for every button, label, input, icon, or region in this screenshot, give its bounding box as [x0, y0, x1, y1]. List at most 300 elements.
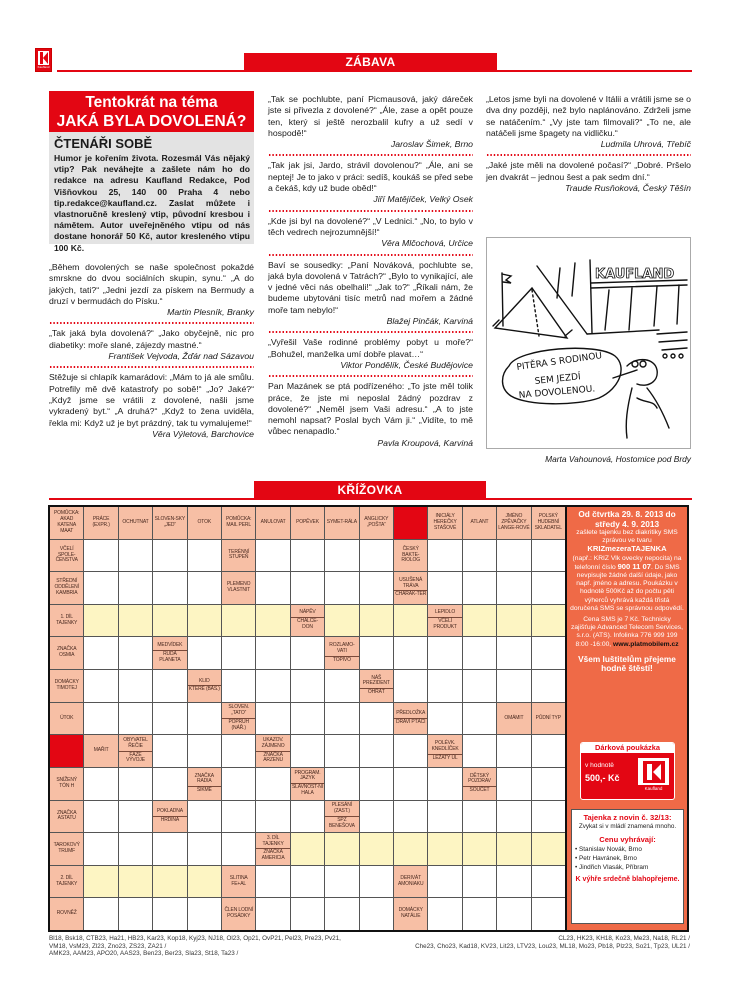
crossword-answer-cell[interactable] [256, 703, 289, 735]
voucher-title: Dárková poukázka [581, 743, 674, 753]
crossword-answer-cell[interactable] [360, 768, 393, 800]
crossword-answer-cell[interactable] [360, 540, 393, 572]
crossword-answer-cell[interactable] [497, 801, 530, 833]
crossword-answer-cell[interactable] [291, 637, 324, 669]
crossword-clue-text: SLOVEN-SKY „JED“ [154, 516, 186, 528]
crossword-answer-cell[interactable] [325, 898, 358, 930]
cartoon-speech-line1: PITĚRA S RODINOU [516, 351, 603, 373]
crossword-answer-cell[interactable] [325, 540, 358, 572]
crossword-answer-cell[interactable] [532, 670, 565, 702]
crossword-answer-cell[interactable] [394, 605, 427, 637]
crossword-clue-text: DERIVÁT AMONIAKU [397, 874, 424, 887]
sms-text-a: zašlete tajenku bez diakritiky SMS zprávou ve tvaru [576, 529, 678, 545]
crossword-answer-cell[interactable] [497, 735, 530, 767]
crossword-answer-cell[interactable] [463, 670, 496, 702]
dotted-divider [268, 154, 473, 156]
crossword-clue-cell [50, 670, 83, 702]
crossword-clue-cell [188, 507, 221, 539]
footer-left-line2: AMK23, AAM23, APO20, AAS23, Ben23, Ber23, Sla23, St18, Ta23 / [49, 950, 239, 957]
crossword-answer-cell[interactable] [188, 801, 221, 833]
crossword-clue-cell [256, 735, 289, 767]
crossword-answer-cell[interactable] [188, 735, 221, 767]
crossword-clue-cell [497, 507, 530, 539]
voucher-value: 500,- Kč [585, 773, 620, 783]
section-title-zabava: ZÁBAVA [244, 53, 497, 71]
crossword-answer-cell[interactable] [428, 866, 461, 898]
crossword-clue-text: DRAVÍ PTÁCI [394, 718, 427, 726]
crossword-answer-cell[interactable] [532, 833, 565, 865]
crossword-answer-cell[interactable] [394, 801, 427, 833]
crossword-answer-cell[interactable] [84, 866, 117, 898]
crossword-clue-text: NÁŠ PREZIDENT [362, 674, 390, 687]
crossword-clue-text: ZNAČKA ASTATU [57, 809, 77, 822]
winners-heading: Cenu vyhrávají: [599, 835, 656, 844]
crossword-clue-text: PLEMENO VLASTNIT [226, 581, 251, 594]
crossword-answer-cell[interactable] [497, 866, 530, 898]
joke-author: Věra Výletová, Barchovice [152, 428, 254, 439]
sms-price-text: Cena SMS je 7 Kč. Technicky zajišťuje Advanced Telecom Services, s.r.o. (ATS). Infolinka 776 999 199 8:00 -16:00, [570, 616, 684, 648]
crossword-clue-text: POPĚVEK [296, 518, 319, 525]
crossword-answer-cell[interactable] [119, 801, 152, 833]
joke-text: „Kde jsi byl na dovolené?“ „V Lednici.“ „No, to bylo v těch vedrech nejrozumnější!“ [268, 215, 473, 237]
crossword-clue-text: ATLANT [470, 518, 489, 525]
crossword-answer-cell[interactable] [84, 605, 117, 637]
crossword-answer-cell[interactable] [119, 898, 152, 930]
crossword-answer-cell[interactable] [291, 735, 324, 767]
crossword-answer-cell[interactable] [463, 735, 496, 767]
crossword-clue-text: MEDVÍDEK [157, 642, 183, 649]
crossword-clue-cell [360, 507, 393, 539]
crossword-answer-cell[interactable] [360, 637, 393, 669]
crossword-clue-text: SOUČET [463, 786, 496, 794]
crossword-answer-cell[interactable] [325, 735, 358, 767]
crossword-clue-text: VČELÍ PRODUKT [428, 617, 461, 631]
crossword-clue-text: ZNAČKA AMERICIA [256, 848, 289, 862]
crossword-clue-text: SLOVEN. „TATO“ [228, 704, 249, 717]
crossword-answer-cell[interactable] [497, 898, 530, 930]
joke [486, 94, 691, 150]
voucher-label: v hodnotě [585, 762, 614, 769]
crossword-clue-text: KLID [199, 677, 210, 684]
crossword-answer-cell[interactable] [428, 833, 461, 865]
crossword-answer-cell[interactable] [291, 540, 324, 572]
crossword-answer-cell[interactable] [394, 670, 427, 702]
crossword-answer-cell[interactable] [291, 866, 324, 898]
joke [268, 160, 473, 205]
crossword-answer-cell[interactable] [325, 703, 358, 735]
crossword-answer-cell[interactable] [119, 572, 152, 604]
crossword-clue-cell [50, 637, 83, 669]
crossword-answer-cell[interactable] [84, 670, 117, 702]
crossword-clue-text: OCHUTNAT [122, 518, 149, 525]
cartoon-drawing [487, 238, 689, 447]
crossword-clue-text: UKAZOV. ZÁJMENO [261, 737, 285, 749]
crossword-clue-cell [50, 572, 83, 604]
crossword-clue-text: 3. DÍL TAJENKY [262, 834, 284, 847]
crossword-answer-cell[interactable] [428, 572, 461, 604]
sms-instructions: zašlete tajenku bez diakritiky SMS zprávou ve tvaru KRIZmezeraTAJENKA (např.: KRIZ Vlk ovecky nepocita) na telefonní číslo 900 11 07. Do SMS nevpisujte žádné další údaje, jako např. jméno a adresu. Poukázku v hodnotě 500Kč až do počtu pěti výherců vyhrává každá třistá doručená SMS se správnou odpovědí. [570, 529, 684, 612]
joke-author: Martin Plesník, Branky [167, 307, 254, 318]
crossword-answer-cell[interactable] [84, 833, 117, 865]
crossword-blocked-cell [50, 735, 83, 767]
crossword-clue-cell [153, 637, 186, 669]
crossword-answer-cell[interactable] [153, 670, 186, 702]
dotted-divider [49, 322, 254, 324]
crossword-blocked-cell [394, 507, 427, 539]
crossword-clue-text: CHALCE-DON [291, 617, 324, 631]
crossword-clue-cell [394, 540, 427, 572]
kaufland-k-icon [38, 51, 49, 65]
joke-author: Ludmila Uhrová, Třebíč [600, 139, 691, 150]
crossword-clue-text: ROZLAMO-VATI [329, 642, 355, 654]
crossword-answer-cell[interactable] [291, 703, 324, 735]
crossword-answer-cell[interactable] [188, 703, 221, 735]
crossword-answer-cell[interactable] [153, 605, 186, 637]
crossword-answer-cell[interactable] [153, 768, 186, 800]
crossword-clue-text: POLSKÝ HUDEBNÍ SKLADATEL [534, 513, 562, 531]
crossword-answer-cell[interactable] [428, 898, 461, 930]
crossword-clue-text: SYMET-RÁLA [326, 518, 357, 525]
crossword-answer-cell[interactable] [119, 703, 152, 735]
joke-text: „Letos jsme byli na dovolené v Itálii a vrátili jsme se o dva dny později, než bylo naplánováno. Zdrželi jsme se natáčením.“ „Vy jste tam filmovali?“ „To ne, ale natáčeli jsme špagety na vidličku.“ [486, 94, 691, 138]
crossword-answer-cell[interactable] [256, 540, 289, 572]
crossword-answer-cell[interactable] [222, 735, 255, 767]
crossword-answer-cell[interactable] [153, 866, 186, 898]
crossword-clue-cell [256, 507, 289, 539]
crossword-answer-cell[interactable] [119, 866, 152, 898]
crossword-answer-cell[interactable] [153, 898, 186, 930]
crossword-clue-cell [188, 768, 221, 800]
crossword-answer-cell[interactable] [256, 572, 289, 604]
crossword-answer-cell[interactable] [256, 670, 289, 702]
joke [268, 381, 473, 449]
crossword-answer-cell[interactable] [188, 898, 221, 930]
crossword-clue-text: OHŘÁT [360, 688, 393, 696]
crossword-answer-cell[interactable] [360, 735, 393, 767]
joke-text: Stěžuje si chlapík kamarádovi: „Mám to já ale smůlu. Potrefily mě dvě katastrofy po sobě!“ „Jo? Jaké?“ „Když jsme se vrátili z dovolené, našli jsme vykradený byt.“ „A druhá?“ „Když to žena uviděla, řekla mi: Když už je byt prázdný, tak tu vymalujeme!“ [49, 372, 254, 428]
crossword-answer-cell[interactable] [325, 572, 358, 604]
website-link[interactable]: www.platmobilem.cz [613, 640, 679, 648]
crossword-answer-cell[interactable] [463, 833, 496, 865]
dotted-divider [49, 366, 254, 368]
crossword-answer-cell[interactable] [291, 670, 324, 702]
crossword-answer-cell[interactable] [428, 801, 461, 833]
jokes-column-2 [268, 94, 473, 449]
crossword-answer-cell[interactable] [84, 703, 117, 735]
crossword-clue-text: POLÉVK. KNEDLÍČEK [431, 739, 459, 752]
crossword-answer-cell[interactable] [497, 670, 530, 702]
joke-text: „Vyřešil Vaše rodinné problémy pobyt u moře?“ „Bohužel, manželka umí dobře plavat…“ [268, 337, 473, 359]
crossword-answer-cell[interactable] [463, 703, 496, 735]
crossword-clue-text: RUDÁ PLANETA [153, 650, 186, 664]
crossword-clue-text: SLAVNOST-NÍ HALA [291, 784, 324, 797]
crossword-clue-cell [222, 866, 255, 898]
crossword-answer-cell[interactable] [291, 898, 324, 930]
crossword-answer-cell[interactable] [497, 605, 530, 637]
crossword-answer-cell[interactable] [360, 898, 393, 930]
crossword-clue-text: ZNAČKA OSMIA [57, 646, 77, 659]
congrats-text: K výhře srdečně blahopřejeme. [575, 876, 680, 883]
crossword-answer-cell[interactable] [532, 735, 565, 767]
crossword-answer-cell[interactable] [222, 605, 255, 637]
crossword-answer-cell[interactable] [394, 637, 427, 669]
joke-text: „Během dovolených se naše společnost pokaždé smrskne do dvou sociálních skupin, synu.“ „A do jakých, tati?“ „Jedni jezdí za pískem na Bermudy a druzí v bermudách do Písku.“ [49, 262, 254, 306]
footer-codes-left [49, 935, 349, 958]
crossword-clue-cell [497, 703, 530, 735]
section-title-krizovka: KŘÍŽOVKA [254, 481, 486, 499]
crossword-answer-cell[interactable] [222, 833, 255, 865]
crossword-clue-text: PROGRAM. JAZYK [294, 769, 321, 782]
crossword-clue-text: TAROKOVÝ TRUMF [53, 842, 80, 854]
crossword-clue-text: POPRUH (NÁŘ.) [222, 718, 255, 732]
crossword-clue-text: SLITINA FE+AL [229, 874, 248, 887]
info-text: Humor je kořením života. Rozesmál Vás nějaký vtip? Pak neváhejte a zašlete nám ho do redakce na adresu Kaufland Redakce, Pod Višňovkou 25, 140 00 Praha 4 nebo tip.redakce@kaufland.cz. Zaslat můžete i vlastnoručně kreslený vtip, původní kresbou i námětem. Autor uveřejněného vtipu od nás dostane honorář 50 Kč, autor kresleného vtipu 100 Kč. [54, 153, 250, 253]
crossword-clue-cell [532, 507, 565, 539]
crossword-clue-text: 2. DÍL TAJENKY [56, 874, 78, 887]
crossword-clue-cell [50, 703, 83, 735]
crossword-clue-cell [394, 572, 427, 604]
crossword-answer-cell[interactable] [119, 540, 152, 572]
crossword-clue-text: DOMÁCKY NATÁLIE [398, 907, 423, 920]
footer-codes-right [370, 935, 690, 950]
crossword-answer-cell[interactable] [222, 670, 255, 702]
crossword-answer-cell[interactable] [428, 703, 461, 735]
crossword-answer-cell[interactable] [360, 866, 393, 898]
crossword-answer-cell[interactable] [256, 605, 289, 637]
crossword-clue-text: VČELÍ SPOLE-ČENSTVA [55, 545, 78, 564]
crossword-clue-cell [360, 670, 393, 702]
previous-solution: Zvykat si v mládí znamená mnoho. [578, 823, 677, 830]
gift-voucher [580, 742, 675, 800]
crossword-answer-cell[interactable] [84, 572, 117, 604]
crossword-answer-cell[interactable] [463, 540, 496, 572]
crossword-clue-cell [119, 507, 152, 539]
crossword-answer-cell[interactable] [84, 540, 117, 572]
crossword-clue-cell [325, 507, 358, 539]
crossword-answer-cell[interactable] [463, 572, 496, 604]
crossword-answer-cell[interactable] [188, 866, 221, 898]
crossword-clue-text: LEPIDLO [435, 609, 456, 616]
winner-item: • Jindřich Vlasák, Příbram [575, 863, 680, 872]
crossword-answer-cell[interactable] [291, 801, 324, 833]
crossword-clue-cell [463, 507, 496, 539]
crossword-answer-cell[interactable] [428, 637, 461, 669]
crossword-answer-cell[interactable] [188, 605, 221, 637]
crossword-answer-cell[interactable] [325, 605, 358, 637]
crossword-answer-cell[interactable] [188, 572, 221, 604]
crossword-answer-cell[interactable] [84, 768, 117, 800]
crossword-answer-cell[interactable] [497, 572, 530, 604]
crossword-clue-cell [256, 833, 289, 865]
crossword-answer-cell[interactable] [291, 572, 324, 604]
crossword-clue-text: ČLEN LODNÍ POSÁDKY [224, 907, 253, 920]
crossword-clue-cell [291, 605, 324, 637]
crossword-clue-text: TERÉNNÍ STUPEŇ [228, 548, 250, 561]
crossword-clue-text: ROVNĚŽ [56, 910, 77, 917]
theme-box [49, 91, 254, 132]
winners-title: Tajenka z novin č. 32/13: [583, 813, 672, 822]
crossword-answer-cell[interactable] [256, 801, 289, 833]
winner-item: • Petr Havránek, Brno [575, 854, 680, 863]
crossword-clue-text: DĚTSKÝ POZDRAV [468, 772, 491, 785]
crossword-answer-cell[interactable] [119, 833, 152, 865]
crossword-answer-cell[interactable] [84, 637, 117, 669]
crossword-answer-cell[interactable] [360, 833, 393, 865]
crossword-clue-text: POMŮCKA: AKAD KATENA MAAT [53, 510, 80, 534]
crossword-clue-cell [222, 703, 255, 735]
crossword-clue-cell [50, 507, 83, 539]
crossword-answer-cell[interactable] [119, 637, 152, 669]
crossword-answer-cell[interactable] [256, 637, 289, 669]
crossword-answer-cell[interactable] [497, 540, 530, 572]
crossword-answer-cell[interactable] [222, 801, 255, 833]
joke-author: Jaroslav Šimek, Brno [390, 139, 473, 150]
crossword-answer-cell[interactable] [325, 866, 358, 898]
crossword-answer-cell[interactable] [394, 768, 427, 800]
crossword-clue-cell [532, 703, 565, 735]
crossword-clue-cell [325, 801, 358, 833]
crossword-clue-text: PRÁCE (EXPR.) [92, 516, 110, 528]
joke [49, 372, 254, 440]
cartoon-speech-line3: NA DOVOLENOU. [518, 384, 596, 401]
crossword-clue-text: MAŘIT [93, 747, 109, 754]
crossword-clue-text: USUŠENÁ TRÁVA [399, 576, 423, 589]
crossword-answer-cell[interactable] [497, 768, 530, 800]
crossword-clue-cell [84, 735, 117, 767]
crossword-clue-text: OBYVATEL ŘEČIE [123, 737, 148, 749]
crossword-clue-text: PLESÁNÍ (ZAST.) [331, 802, 352, 815]
crossword-clue-text: ÚTOK [60, 714, 74, 721]
crossword-answer-cell[interactable] [119, 768, 152, 800]
crossword-clue-text: DOMÁCKY TIMOTEJ [54, 679, 79, 691]
crossword-answer-cell[interactable] [463, 898, 496, 930]
dotted-divider [268, 331, 473, 333]
joke-author: Pavla Kroupová, Karviná [377, 437, 473, 448]
crossword-answer-cell[interactable] [532, 898, 565, 930]
crossword-answer-cell[interactable] [291, 833, 324, 865]
crossword-clue-text: SNÍŽENÝ TÓN H [56, 776, 77, 789]
crossword-answer-cell[interactable] [428, 768, 461, 800]
crossword-answer-cell[interactable] [532, 540, 565, 572]
crossword-answer-cell[interactable] [497, 833, 530, 865]
crossword-clue-text: SPZ BENEŠOVA [325, 816, 358, 830]
crossword-clue-text: POKLADNA [156, 808, 183, 815]
crossword-answer-cell[interactable] [256, 866, 289, 898]
crossword-clue-cell [222, 572, 255, 604]
crossword-answer-cell[interactable] [428, 670, 461, 702]
joke [268, 337, 473, 371]
cartoon-image [486, 237, 691, 449]
crossword-answer-cell[interactable] [153, 540, 186, 572]
dotted-divider [268, 375, 473, 377]
dotted-divider [268, 210, 473, 212]
joke [268, 260, 473, 328]
crossword-clue-cell [50, 605, 83, 637]
crossword-answer-cell[interactable] [222, 637, 255, 669]
crossword-answer-cell[interactable] [153, 572, 186, 604]
crossword-answer-cell[interactable] [84, 898, 117, 930]
crossword-clue-cell [119, 735, 152, 767]
crossword-answer-cell[interactable] [360, 703, 393, 735]
crossword-clue-cell [325, 637, 358, 669]
crossword-answer-cell[interactable] [325, 833, 358, 865]
crossword-answer-cell[interactable] [532, 605, 565, 637]
sms-text-b: (např.: KRIZ Vlk ovecky nepocita) na telefonní číslo [572, 554, 682, 571]
crossword-answer-cell[interactable] [532, 768, 565, 800]
crossword-answer-cell[interactable] [188, 540, 221, 572]
crossword-clue-text: INICIÁLY HEREČKY STAŠOVÉ [433, 513, 457, 531]
joke [268, 94, 473, 150]
wish-text: Všem luštitelům přejeme hodně štěstí! [578, 653, 676, 674]
crossword-clue-text: JMÉNO ZPĚVAČKY LANGE-ROVÉ [498, 513, 530, 531]
joke-text: „Tak jak jsi, Jardo, strávil dovolenou?“ „Ále, ani se neptej! Je to jako v práci: sedíš, koukáš se před sebe a čekáš, kdy už bude oběd!“ [268, 160, 473, 194]
crossword-answer-cell[interactable] [119, 605, 152, 637]
crossword-answer-cell[interactable] [394, 735, 427, 767]
crossword-answer-cell[interactable] [153, 703, 186, 735]
jokes-column-1 [49, 262, 254, 440]
crossword-answer-cell[interactable] [394, 833, 427, 865]
crossword-clue-cell [291, 768, 324, 800]
crossword-answer-cell[interactable] [188, 637, 221, 669]
crossword-clue-cell [291, 507, 324, 539]
voucher-logo-text: Kaufland [638, 785, 669, 792]
kaufland-logo-icon [637, 757, 670, 793]
crossword-answer-cell[interactable] [497, 637, 530, 669]
crossword-clue-text: PŘEDLOŽKA [396, 710, 426, 717]
crossword-answer-cell[interactable] [463, 605, 496, 637]
crossword-answer-cell[interactable] [325, 670, 358, 702]
crossword-answer-cell[interactable] [222, 768, 255, 800]
crossword-answer-cell[interactable] [153, 833, 186, 865]
cartoon-speech-line2: SEM JEZDÍ [534, 372, 582, 387]
crossword-answer-cell[interactable] [256, 768, 289, 800]
crossword-clue-cell [50, 833, 83, 865]
crossword-clue-text: 1. DÍL TAJENKY [56, 613, 78, 626]
contest-dates: Od čtvrtka 29. 8. 2013 do středy 4. 9. 2013 [578, 509, 676, 529]
crossword-answer-cell[interactable] [532, 866, 565, 898]
crossword-answer-cell[interactable] [360, 605, 393, 637]
crossword-clue-text: TOPIVO [325, 656, 358, 664]
crossword-answer-cell[interactable] [463, 801, 496, 833]
crossword-answer-cell[interactable] [84, 801, 117, 833]
joke-author: Jiří Matějíček, Velký Osek [373, 194, 473, 205]
theme-line1: Tentokrát na téma [85, 94, 218, 111]
crossword-answer-cell[interactable] [153, 735, 186, 767]
crossword-clue-cell [50, 801, 83, 833]
crossword-answer-cell[interactable] [360, 801, 393, 833]
crossword-answer-cell[interactable] [463, 637, 496, 669]
crossword-answer-cell[interactable] [428, 540, 461, 572]
crossword-answer-cell[interactable] [256, 898, 289, 930]
joke-text: „Tak se pochlubte, paní Picmausová, jaký dáreček jste si přivezla z dovolené?“ „Ále, zase a opět pouze ten, který si ještě nerozbalil kufry a už sedí v hospodě!“ [268, 94, 473, 138]
crossword-answer-cell[interactable] [532, 801, 565, 833]
dotted-divider [486, 154, 691, 156]
sms-format: KRIZmezeraTAJENKA [587, 544, 667, 554]
crossword-answer-cell[interactable] [188, 833, 221, 865]
crossword-grid [48, 505, 567, 932]
footer-right-line2: Che23, Cho23, Kad18, KV23, Lit23, LTV23, Lou23, ML18, Mo23, Pb18, Plz23, So21, Tp23, UL21 / [415, 942, 690, 950]
crossword-answer-cell[interactable] [532, 572, 565, 604]
crossword-clue-text: KTERÉ (BÁS.) [188, 686, 220, 693]
crossword-answer-cell[interactable] [119, 670, 152, 702]
crossword-answer-cell[interactable] [325, 768, 358, 800]
crossword-clue-cell [394, 866, 427, 898]
crossword-answer-cell[interactable] [463, 866, 496, 898]
crossword-answer-cell[interactable] [360, 572, 393, 604]
crossword-clue-cell [463, 768, 496, 800]
crossword-answer-cell[interactable] [532, 637, 565, 669]
crossword-clue-cell [428, 735, 461, 767]
